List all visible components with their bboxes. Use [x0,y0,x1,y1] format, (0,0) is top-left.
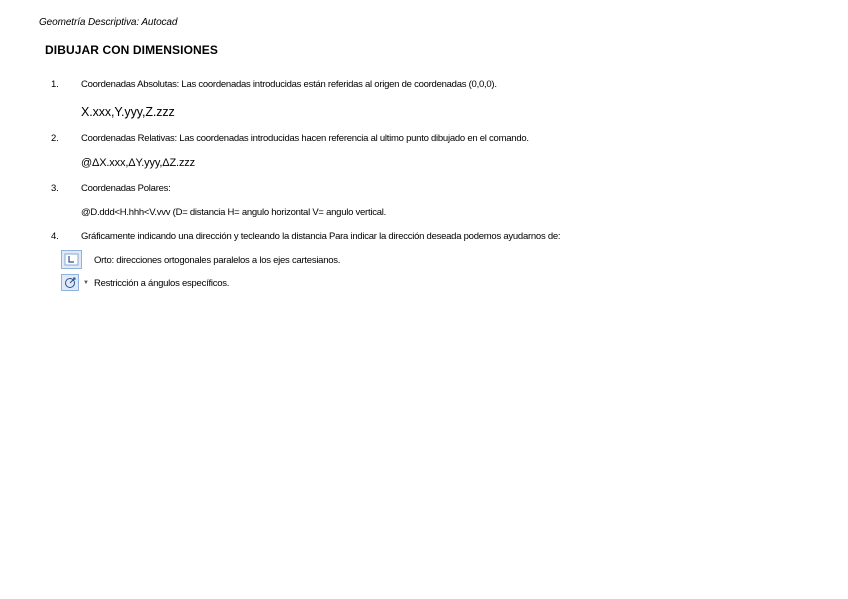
list-number: 1. [51,79,59,90]
chevron-down-icon: ▼ [83,280,89,286]
section-title: DIBUJAR CON DIMENSIONES [45,43,218,57]
list-number: 3. [51,183,59,194]
list-number: 4. [51,231,59,242]
list-item-text: Gráficamente indicando una dirección y tecleando la distancia Para indicar la dirección deseada podemos ayudarnos de: [81,231,561,242]
list-item-text: Coordenadas Polares: [81,183,171,194]
page-header: Geometría Descriptiva: Autocad [39,17,178,28]
coordinate-example: @ΔX.xxx,ΔY.yyy,ΔZ.zzz [81,157,195,169]
list-item-text: Coordenadas Relativas: Las coordenadas introducidas hacen referencia al ultimo punto dibujado en el comando. [81,133,529,144]
tool-description: Orto: direcciones ortogonales paralelos a los ejes cartesianos. [94,255,341,266]
tool-description: Restricción a ángulos específicos. [94,278,230,289]
polar-tracking-icon [61,274,79,291]
list-item-text: Coordenadas Absolutas: Las coordenadas introducidas están referidas al origen de coordenadas (0,0,0). [81,79,497,90]
coordinate-example: X.xxx,Y.yyy,Z.zzz [81,105,175,119]
ortho-icon [61,250,82,269]
coordinate-example: @D.ddd<H.hhh<V.vvv (D= distancia H= angulo horizontal V= angulo vertical. [81,207,386,218]
list-number: 2. [51,133,59,144]
